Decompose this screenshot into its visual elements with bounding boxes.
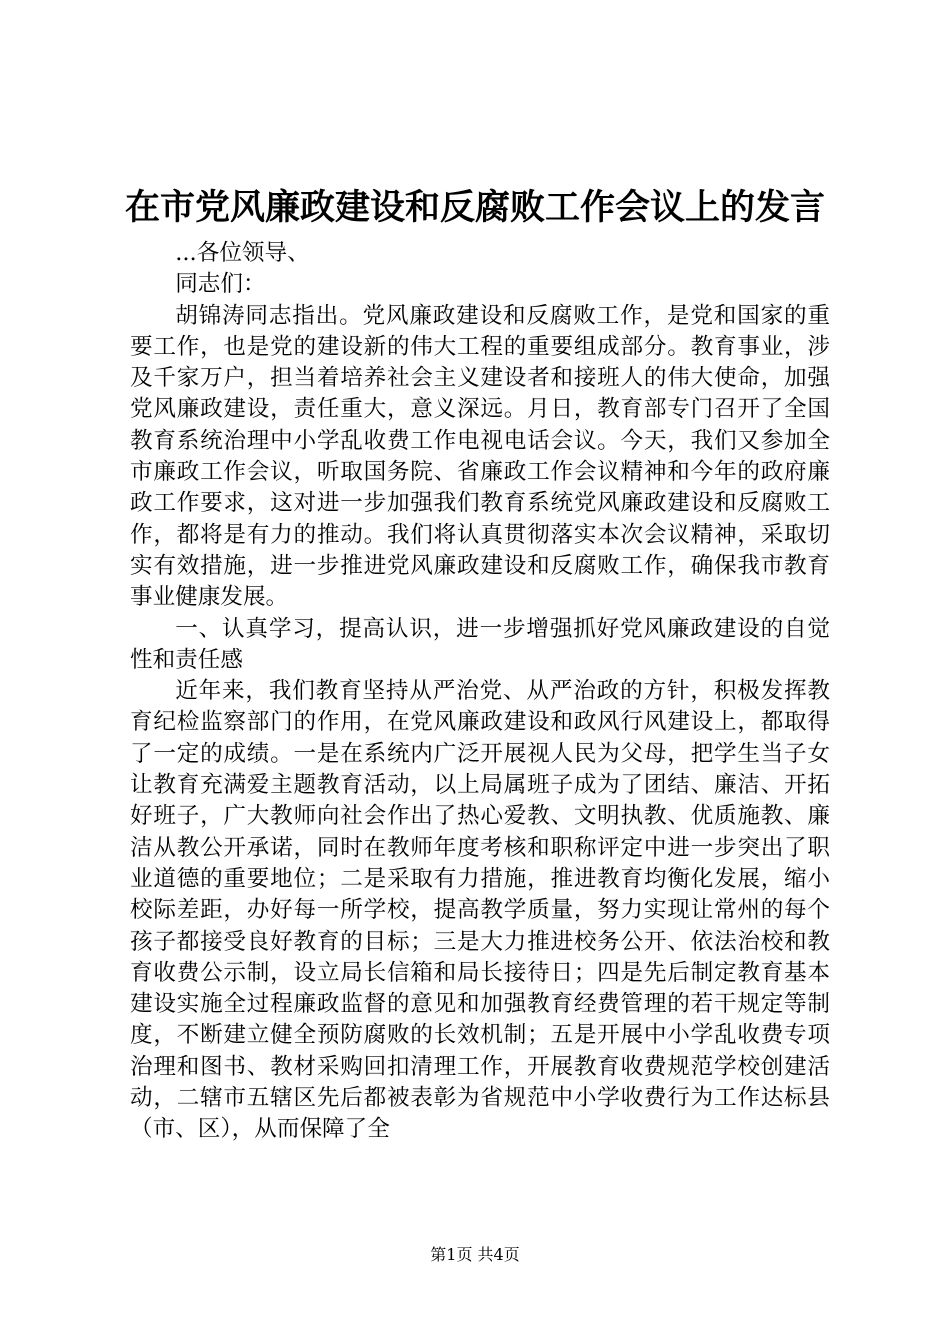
body-paragraph: 胡锦涛同志指出。党风廉政建设和反腐败工作，是党和国家的重要工作，也是党的建设新的伟大工程的重要组成部分。教育事业，涉及千家万户，担当着培养社会主义建设者和接班人的伟大使命，加强党风廉政建设，责任重大，意义深远。月日，教育部专门召开了全国教育系统治理中小学乱收费工作电视电话会议。今天，我们又参加全市廉政工作会议，听取国务院、省廉政工作会议精神和今年的政府廉政工作要求，这对进一步加强我们教育系统党风廉政建设和反腐败工作，都将是有力的推动。我们将认真贯彻落实本次会议精神，采取切实有效措施，进一步推进党风廉政建设和反腐败工作，确保我市教育事业健康发展。 — [130, 302, 830, 611]
body-paragraph: 近年来，我们教育坚持从严治党、从严治政的方针，积极发挥教育纪检监察部门的作用，在党风廉政建设和政风行风建设上，都取得了一定的成绩。一是在系统内广泛开展视人民为父母，把学生当子女让教育充满爱主题教育活动，以上局属班子成为了团结、廉洁、开拓好班子，广大教师向社会作出了热心爱教、文明执教、优质施教、廉洁从教公开承诺，同时在教师年度考核和职称评定中进一步突出了职业道德的重要地位；二是采取有力措施，推进教育均衡化发展，缩小校际差距，办好每一所学校，提高教学质量，努力实现让常州的每个孩子都接受良好教育的目标；三是大力推进校务公开、依法治校和教育收费公示制，设立局长信箱和局长接待日；四是先后制定教育基本建设实施全过程廉政监督的意见和加强教育经费管理的若干规定等制度，不断建立健全预防腐败的长效机制；五是开展中小学乱收费专项治理和图书、教材采购回扣清理工作，开展教育收费规范学校创建活动，二辖市五辖区先后都被表彰为省规范中小学收费行为工作达标县（市、区），从而保障了全 — [130, 678, 830, 1143]
document-title: 在市党风廉政建设和反腐败工作会议上的发言 — [124, 187, 825, 228]
greeting-line: ...各位领导、 — [175, 240, 310, 266]
document-body — [130, 238, 830, 1146]
section-heading: 一、认真学习，提高认识，进一步增强抓好党风廉政建设的自觉性和责任感 — [130, 615, 830, 673]
page-number-footer: 第1页 共4页 — [430, 1245, 520, 1264]
greeting-line: 同志们： — [175, 271, 266, 298]
